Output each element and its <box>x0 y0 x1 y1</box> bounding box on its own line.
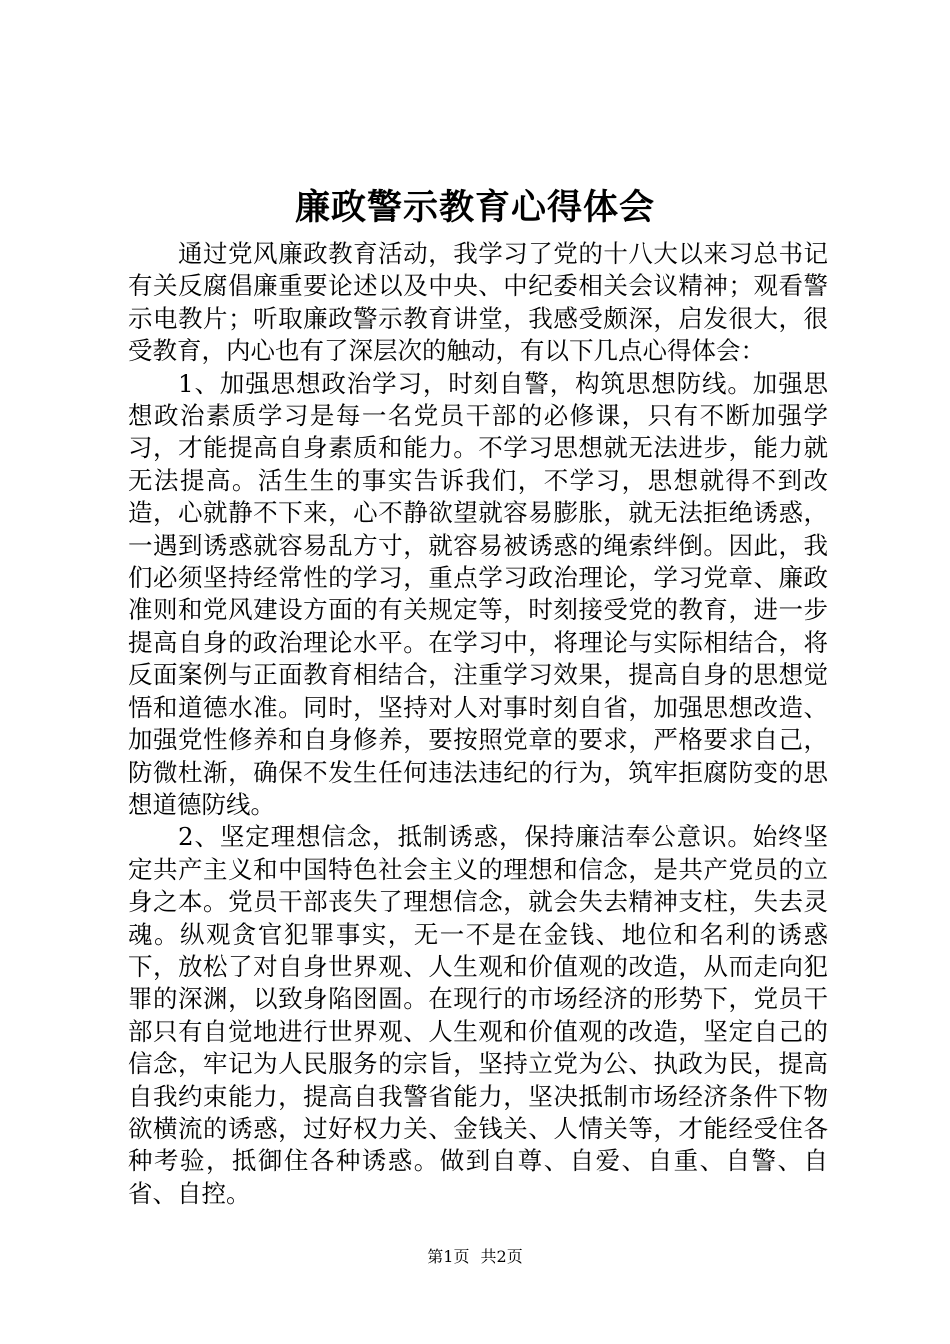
page-footer <box>0 1246 950 1268</box>
paragraph-intro: 通过党风廉政教育活动，我学习了党的十八大以来习总书记有关反腐倡廉重要论述以及中央、中纪委相关会议精神；观看警示电教片；听取廉政警示教育讲堂，我感受颇深，启发很大，很受教育，内心也有了深层次的触动，有以下几点心得体会： <box>128 239 828 366</box>
page-number-total: 共2页 <box>480 1247 523 1266</box>
document-title: 廉政警示教育心得体会 <box>294 187 655 228</box>
document-body <box>128 238 828 1210</box>
page-number-current: 第1页 <box>427 1247 470 1266</box>
paragraph-point-2: 2、坚定理想信念，抵制诱惑，保持廉洁奉公意识。始终坚定共产主义和中国特色社会主义的理想和信念，是共产党员的立身之本。党员干部丧失了理想信念，就会失去精神支柱，失去灵魂。纵观贪官犯罪事实，无一不是在金钱、地位和名利的诱惑下，放松了对自身世界观、人生观和价值观的改造，从而走向犯罪的深渊，以致身陷囹圄。在现行的市场经济的形势下，党员干部只有自觉地进行世界观、人生观和价值观的改造，坚定自己的信念，牢记为人民服务的宗旨，坚持立党为公、执政为民，提高自我约束能力，提高自我警省能力，坚决抵制市场经济条件下物欲横流的诱惑，过好权力关、金钱关、人情关等，才能经受住各种考验，抵御住各种诱惑。做到自尊、自爱、自重、自警、自省、自控。 <box>128 822 828 1208</box>
paragraph-point-1: 1、加强思想政治学习，时刻自警，构筑思想防线。加强思想政治素质学习是每一名党员干部的必修课，只有不断加强学习，才能提高自身素质和能力。不学习思想就无法进步，能力就无法提高。活生生的事实告诉我们，不学习，思想就得不到改造，心就静不下来，心不静欲望就容易膨胀，就无法拒绝诱惑，一遇到诱惑就容易乱方寸，就容易被诱惑的绳索绊倒。因此，我们必须坚持经常性的学习，重点学习政治理论，学习党章、廉政准则和党风建设方面的有关规定等，时刻接受党的教育，进一步提高自身的政治理论水平。在学习中，将理论与实际相结合，将反面案例与正面教育相结合，注重学习效果，提高自身的思想觉悟和道德水准。同时，坚持对人对事时刻自省，加强思想改造、加强党性修养和自身修养，要按照党章的要求，严格要求自己，防微杜渐，确保不发生任何违法违纪的行为，筑牢拒腐防变的思想道德防线。 <box>128 368 828 819</box>
